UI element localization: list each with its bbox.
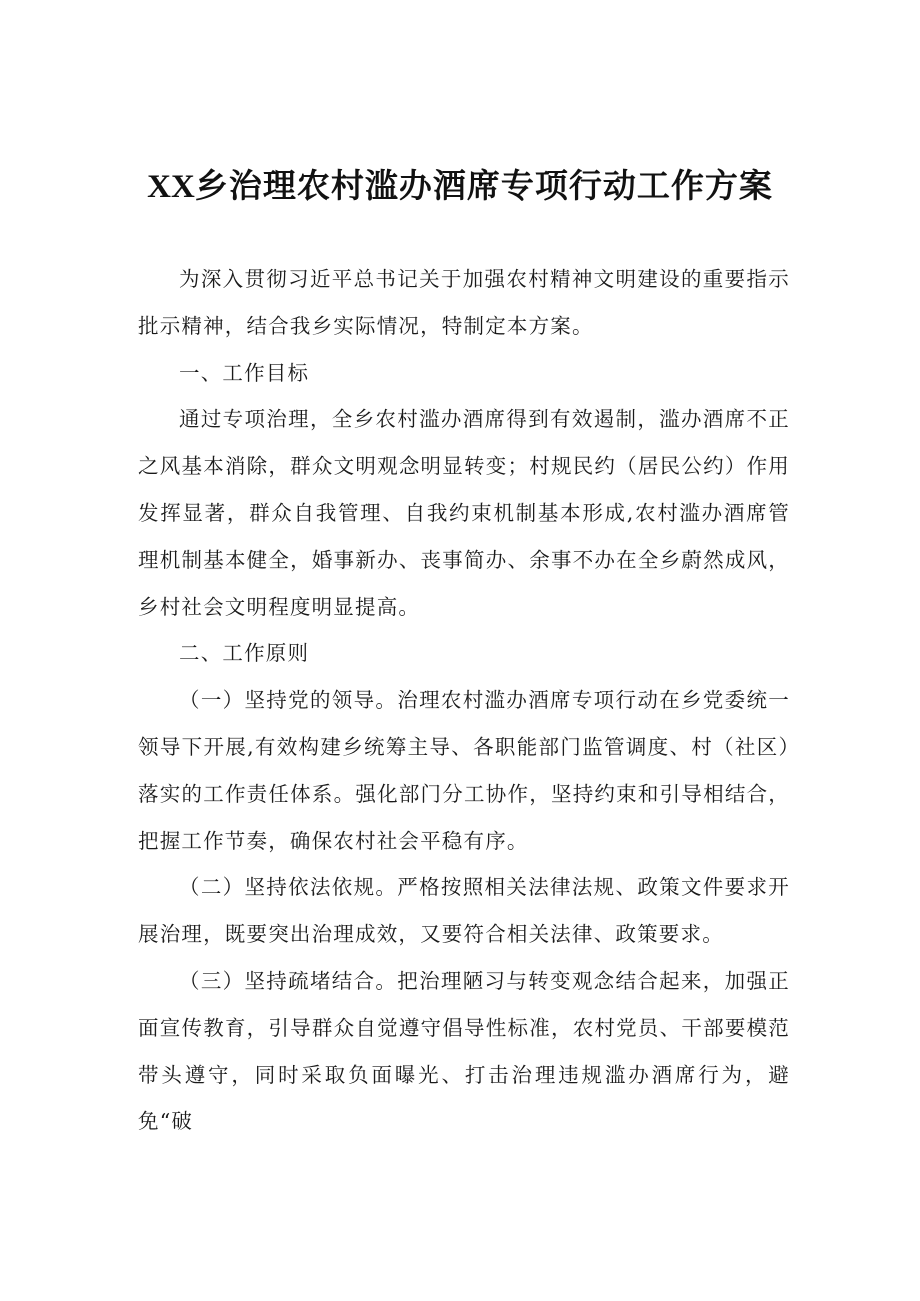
document-title — [0, 162, 920, 211]
title-prefix: XX — [147, 169, 195, 205]
principle-paragraph-1: （一）坚持党的领导。治理农村滥办酒席专项行动在乡党委统一领导下开展,有效构建乡统筹主导、各职能部门监管调度、村（社区）落实的工作责任体系。强化部门分工协作，坚持约束和引导相结合，把握工作节奏，确保农村社会平稳有序。 — [138, 688, 790, 853]
principle-paragraph-2: （二）坚持依法依规。严格按照相关法律法规、政策文件要求开展治理，既要突出治理成效，又要符合相关法律、政策要求。 — [138, 875, 790, 947]
goals-paragraph: 通过专项治理，全乡农村滥办酒席得到有效遏制，滥办酒席不正之风基本消除，群众文明观念明显转变；村规民约（居民公约）作用发挥显著，群众自我管理、自我约束机制基本形成,农村滥办酒席管理机制基本健全，婚事新办、丧事简办、余事不办在全乡蔚然成风，乡村社会文明程度明显提高。 — [138, 407, 790, 619]
document-body — [138, 256, 790, 1145]
section-heading-principles: 二、工作原则 — [179, 641, 310, 666]
title-text: 乡治理农村滥办酒席专项行动工作方案 — [194, 166, 773, 205]
intro-paragraph: 为深入贯彻习近平总书记关于加强农村精神文明建设的重要指示批示精神，结合我乡实际情况，特制定本方案。 — [138, 267, 790, 338]
principle-paragraph-3: （三）坚持疏堵结合。把治理陋习与转变观念结合起来，加强正面宣传教育，引导群众自觉遵守倡导性标准，农村党员、干部要模范带头遵守，同时采取负面曝光、打击治理违规滥办酒席行为，避免“破 — [138, 968, 790, 1134]
section-heading-goals: 一、工作目标 — [179, 360, 310, 385]
